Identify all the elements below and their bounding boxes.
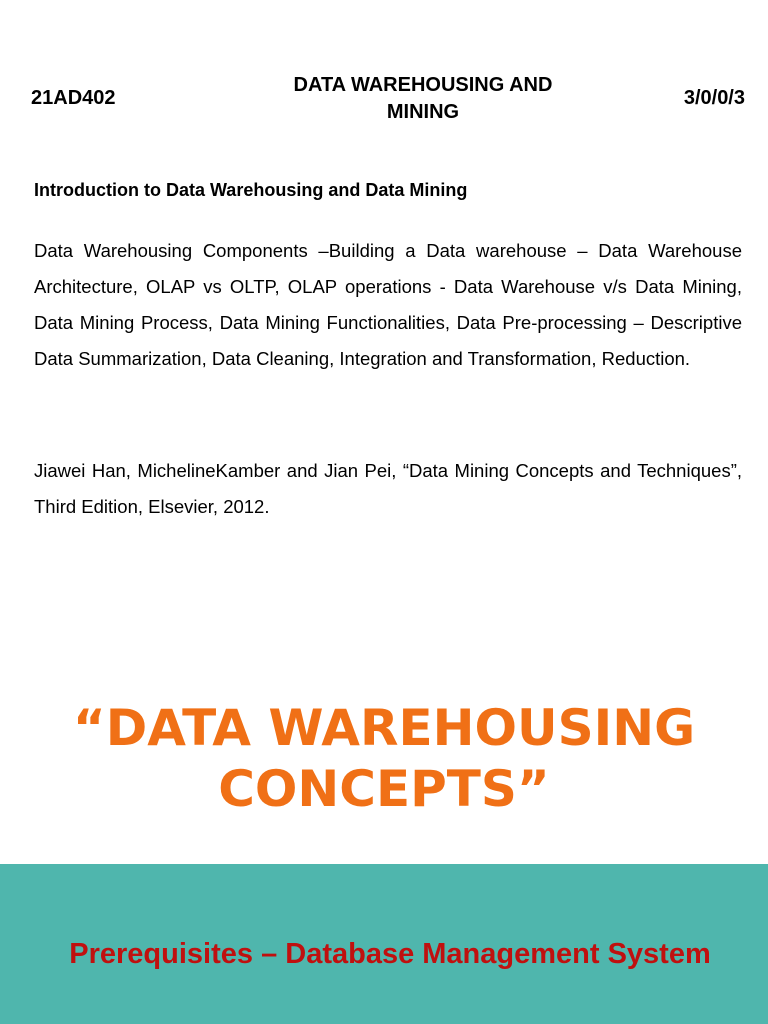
course-code: 21AD402 [31, 87, 116, 109]
course-header [0, 70, 768, 130]
unit-heading: Introduction to Data Warehousing and Data Mining [34, 180, 468, 200]
credits: 3/0/0/3 [683, 87, 745, 109]
banner-title-line-2: CONCEPTS” [218, 760, 550, 818]
course-title-line-1: DATA WAREHOUSING AND [293, 74, 553, 96]
course-title-line-2: MINING [386, 101, 460, 123]
syllabus-text: Data Warehousing Components –Building a Data warehouse – Data Warehouse Architecture, OLAP vs OLTP, OLAP operations - Data Warehouse v/s Data Mining, Data Mining Process, Data Mining Functionalities, Data Pre-processing – Descriptive Data Summarization, Data Cleaning, Integration and Transformation, Reduction. [34, 240, 742, 369]
banner-title [0, 698, 768, 820]
banner-title-line-1: “DATA WAREHOUSING [72, 699, 696, 757]
reference-text: Jiawei Han, MichelineKamber and Jian Pei, “Data Mining Concepts and Techniques”, Third Edition, Elsevier, 2012. [34, 460, 742, 517]
course-title [258, 72, 588, 126]
prerequisites-text: Prerequisites – Database Management System [69, 938, 711, 970]
footer-band [0, 864, 768, 1024]
